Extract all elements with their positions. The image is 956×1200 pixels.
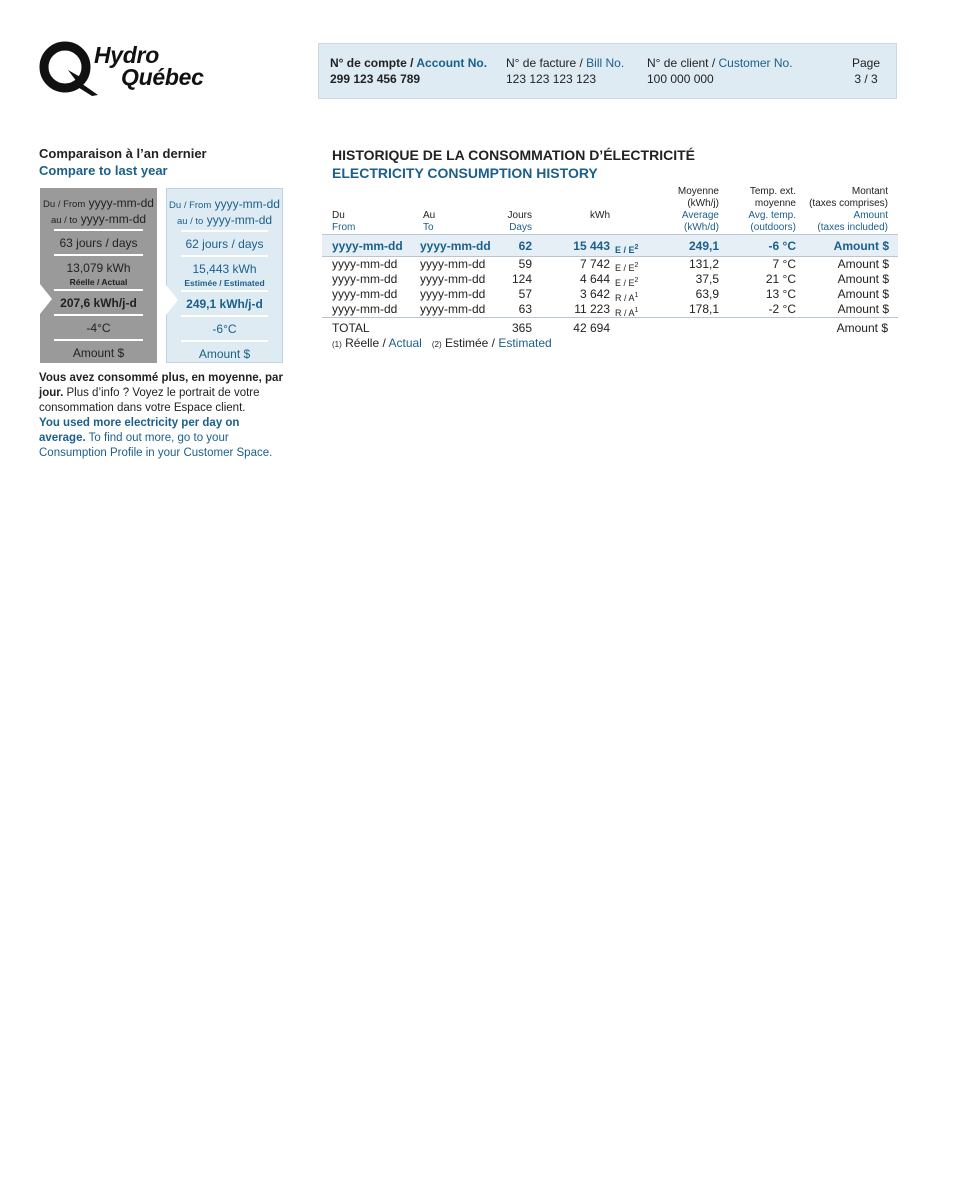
last-days: 63 jours / days <box>59 236 138 250</box>
bill-label-fr: N° de facture / <box>506 56 587 70</box>
row-to-date: yyyy-mm-dd <box>420 257 486 271</box>
col-from-fr: Du <box>332 210 345 221</box>
to-label: au / to <box>176 216 204 227</box>
account-header <box>318 43 897 99</box>
col-days-en: Days <box>509 222 532 233</box>
last-avg: 207,6 kWh/j-d <box>60 296 137 310</box>
row-kwh: 4 644 <box>579 272 610 286</box>
header-divider <box>322 234 898 235</box>
legend-note-2: (2) <box>431 340 442 349</box>
col-header-amount <box>800 186 888 234</box>
bill-number: 123 123 123 123 <box>506 72 597 86</box>
account-number-block <box>330 55 487 87</box>
col-header-days <box>492 210 532 234</box>
divider <box>54 254 143 256</box>
hydro-quebec-logo <box>38 40 218 100</box>
col-header-temp <box>730 186 796 234</box>
row-from-date: yyyy-mm-dd <box>332 257 398 271</box>
col-to-en: To <box>423 222 434 233</box>
row-from-date: yyyy-mm-dd <box>332 239 403 253</box>
reading-note: 1 <box>634 292 639 299</box>
total-divider <box>322 317 898 318</box>
compare-title-fr: Comparaison à l’an dernier <box>39 146 207 161</box>
history-title-en: ELECTRICITY CONSUMPTION HISTORY <box>332 165 598 181</box>
account-label-en: Account No. <box>416 56 488 70</box>
row-temp: -6 °C <box>768 239 796 253</box>
last-kwh-type: Réelle / Actual <box>69 277 128 287</box>
customer-number-block <box>647 55 793 87</box>
divider <box>54 229 143 231</box>
row-kwh: 11 223 <box>574 302 610 316</box>
legend-est-en: Estimated <box>498 336 552 350</box>
current-days: 62 jours / days <box>185 237 264 251</box>
to-label: au / to <box>50 215 78 226</box>
row-days: 59 <box>518 257 532 271</box>
divider <box>181 315 268 317</box>
current-amount: Amount $ <box>198 347 251 361</box>
row-to-date: yyyy-mm-dd <box>420 272 486 286</box>
divider <box>181 230 268 232</box>
client-label-en: Customer No. <box>718 56 793 70</box>
legend-actual-fr: Réelle / <box>345 336 389 350</box>
reading-note: 1 <box>634 307 639 314</box>
compare-title <box>39 145 207 179</box>
row-from-date: yyyy-mm-dd <box>332 287 398 301</box>
row-amount: Amount $ <box>837 272 889 286</box>
reading-code: E / E <box>615 278 635 288</box>
row-average: 131,2 <box>688 257 719 271</box>
last-kwh: 13,079 kWh <box>66 261 131 275</box>
current-year-card <box>166 188 283 363</box>
total-label: TOTAL <box>332 321 370 335</box>
row-average: 178,1 <box>688 302 719 316</box>
reading-code: E / E <box>615 245 635 255</box>
col-to-fr: Au <box>423 210 436 221</box>
current-temp: -6°C <box>212 322 237 336</box>
account-label-fr: N° de compte / <box>330 56 417 70</box>
divider <box>181 340 268 342</box>
col-avg-fr1: Moyenne <box>677 186 719 197</box>
row-reading-type <box>615 240 638 258</box>
row-to-date: yyyy-mm-dd <box>420 239 491 253</box>
reading-note: 2 <box>634 244 639 251</box>
divider <box>54 339 143 341</box>
from-label: Du / From <box>43 199 86 210</box>
total-kwh: 42 694 <box>573 321 610 335</box>
col-temp-fr1: Temp. ext. <box>749 186 796 197</box>
msg-en: To find out more, go to your Consumption Profile in your Customer Space. <box>39 432 273 459</box>
customer-number: 100 000 000 <box>647 72 714 86</box>
from-date: yyyy-mm-dd <box>214 197 280 211</box>
reading-note: 2 <box>634 277 639 284</box>
row-temp: -2 °C <box>768 302 796 316</box>
row-from-date: yyyy-mm-dd <box>332 302 398 316</box>
col-header-to <box>423 210 435 234</box>
msg-en-bold: You used more electricity per day on average. <box>39 417 240 444</box>
last-year-card <box>40 188 157 363</box>
col-avg-fr2: (kWh/j) <box>687 198 719 209</box>
msg-fr-bold: Vous avez consommé plus, en moyenne, par jour. <box>39 372 283 399</box>
row-amount: Amount $ <box>833 239 889 253</box>
legend-note-1: (1) <box>332 340 342 349</box>
col-amt-en1: Amount <box>853 210 888 221</box>
col-header-from <box>332 210 355 234</box>
divider <box>54 314 143 316</box>
logo-word-hydro: Hydro <box>94 42 159 68</box>
col-avg-en2: (kWh/d) <box>684 222 719 233</box>
divider <box>54 289 143 291</box>
last-amount: Amount $ <box>72 346 125 360</box>
reading-code: R / A <box>615 293 635 303</box>
from-date: yyyy-mm-dd <box>88 196 154 210</box>
row-temp: 21 °C <box>765 272 796 286</box>
col-from-en: From <box>332 222 356 233</box>
msg-fr: Plus d’info ? Voyez le portrait de votre consommation dans votre Espace client. <box>39 387 260 414</box>
row-to-date: yyyy-mm-dd <box>420 302 486 316</box>
row-days: 57 <box>518 287 532 301</box>
row-temp: 7 °C <box>772 257 796 271</box>
current-kwh: 15,443 kWh <box>192 262 257 276</box>
row-amount: Amount $ <box>837 302 889 316</box>
row-temp: 13 °C <box>765 287 796 301</box>
row-days: 63 <box>518 302 532 316</box>
row-average: 249,1 <box>688 239 719 253</box>
legend-actual-en: Actual <box>388 336 422 350</box>
last-period-range <box>40 196 157 228</box>
col-header-average <box>660 186 719 234</box>
row-kwh: 3 642 <box>579 287 610 301</box>
page-label: Page <box>851 56 881 70</box>
col-header-kwh: kWh <box>590 210 610 221</box>
comparison-message <box>39 371 289 461</box>
col-amt-fr2: (taxes comprises) <box>809 198 888 209</box>
row-from-date: yyyy-mm-dd <box>332 272 398 286</box>
reading-code: E / E <box>615 263 635 273</box>
col-days-fr: Jours <box>507 210 532 221</box>
reading-code: R / A <box>615 308 635 318</box>
total-amount: Amount $ <box>836 321 888 335</box>
reading-note: 2 <box>634 262 639 269</box>
bill-number-block <box>506 55 624 87</box>
current-avg: 249,1 kWh/j-d <box>186 297 263 311</box>
reading-type-legend <box>332 336 552 350</box>
row-amount: Amount $ <box>837 257 889 271</box>
row-amount: Amount $ <box>837 287 889 301</box>
current-kwh-type: Estimée / Estimated <box>184 278 265 288</box>
divider <box>181 290 268 292</box>
legend-est-fr: Estimée / <box>444 336 499 350</box>
row-kwh: 7 742 <box>579 257 610 271</box>
row-days: 62 <box>518 239 532 253</box>
history-title-fr: HISTORIQUE DE LA CONSOMMATION D’ÉLECTRICITÉ <box>332 147 695 163</box>
col-amt-en2: (taxes included) <box>817 222 888 233</box>
page-number: 3 / 3 <box>854 72 878 86</box>
col-avg-en1: Average <box>681 210 719 221</box>
row-to-date: yyyy-mm-dd <box>420 287 486 301</box>
history-title <box>332 146 695 182</box>
col-amt-fr1: Montant <box>851 186 888 197</box>
compare-title-en: Compare to last year <box>39 163 168 178</box>
col-temp-en1: Avg. temp. <box>748 210 796 221</box>
to-date: yyyy-mm-dd <box>80 212 147 226</box>
row-reading-type <box>615 303 638 321</box>
last-temp: -4°C <box>86 321 111 335</box>
from-label: Du / From <box>169 200 212 211</box>
account-number: 299 123 456 789 <box>330 72 421 86</box>
row-kwh: 15 443 <box>573 239 610 253</box>
col-temp-fr2: moyenne <box>754 198 796 209</box>
logo-word-quebec: Québec <box>121 64 204 90</box>
row-days: 124 <box>511 272 532 286</box>
client-label-fr: N° de client / <box>647 56 719 70</box>
page-block <box>839 55 893 87</box>
bill-label-en: Bill No. <box>586 56 625 70</box>
current-period-range <box>167 197 282 229</box>
divider <box>181 255 268 257</box>
row-average: 37,5 <box>695 272 719 286</box>
col-temp-en2: (outdoors) <box>750 222 796 233</box>
to-date: yyyy-mm-dd <box>206 213 273 227</box>
row-average: 63,9 <box>695 287 719 301</box>
total-days: 365 <box>511 321 532 335</box>
